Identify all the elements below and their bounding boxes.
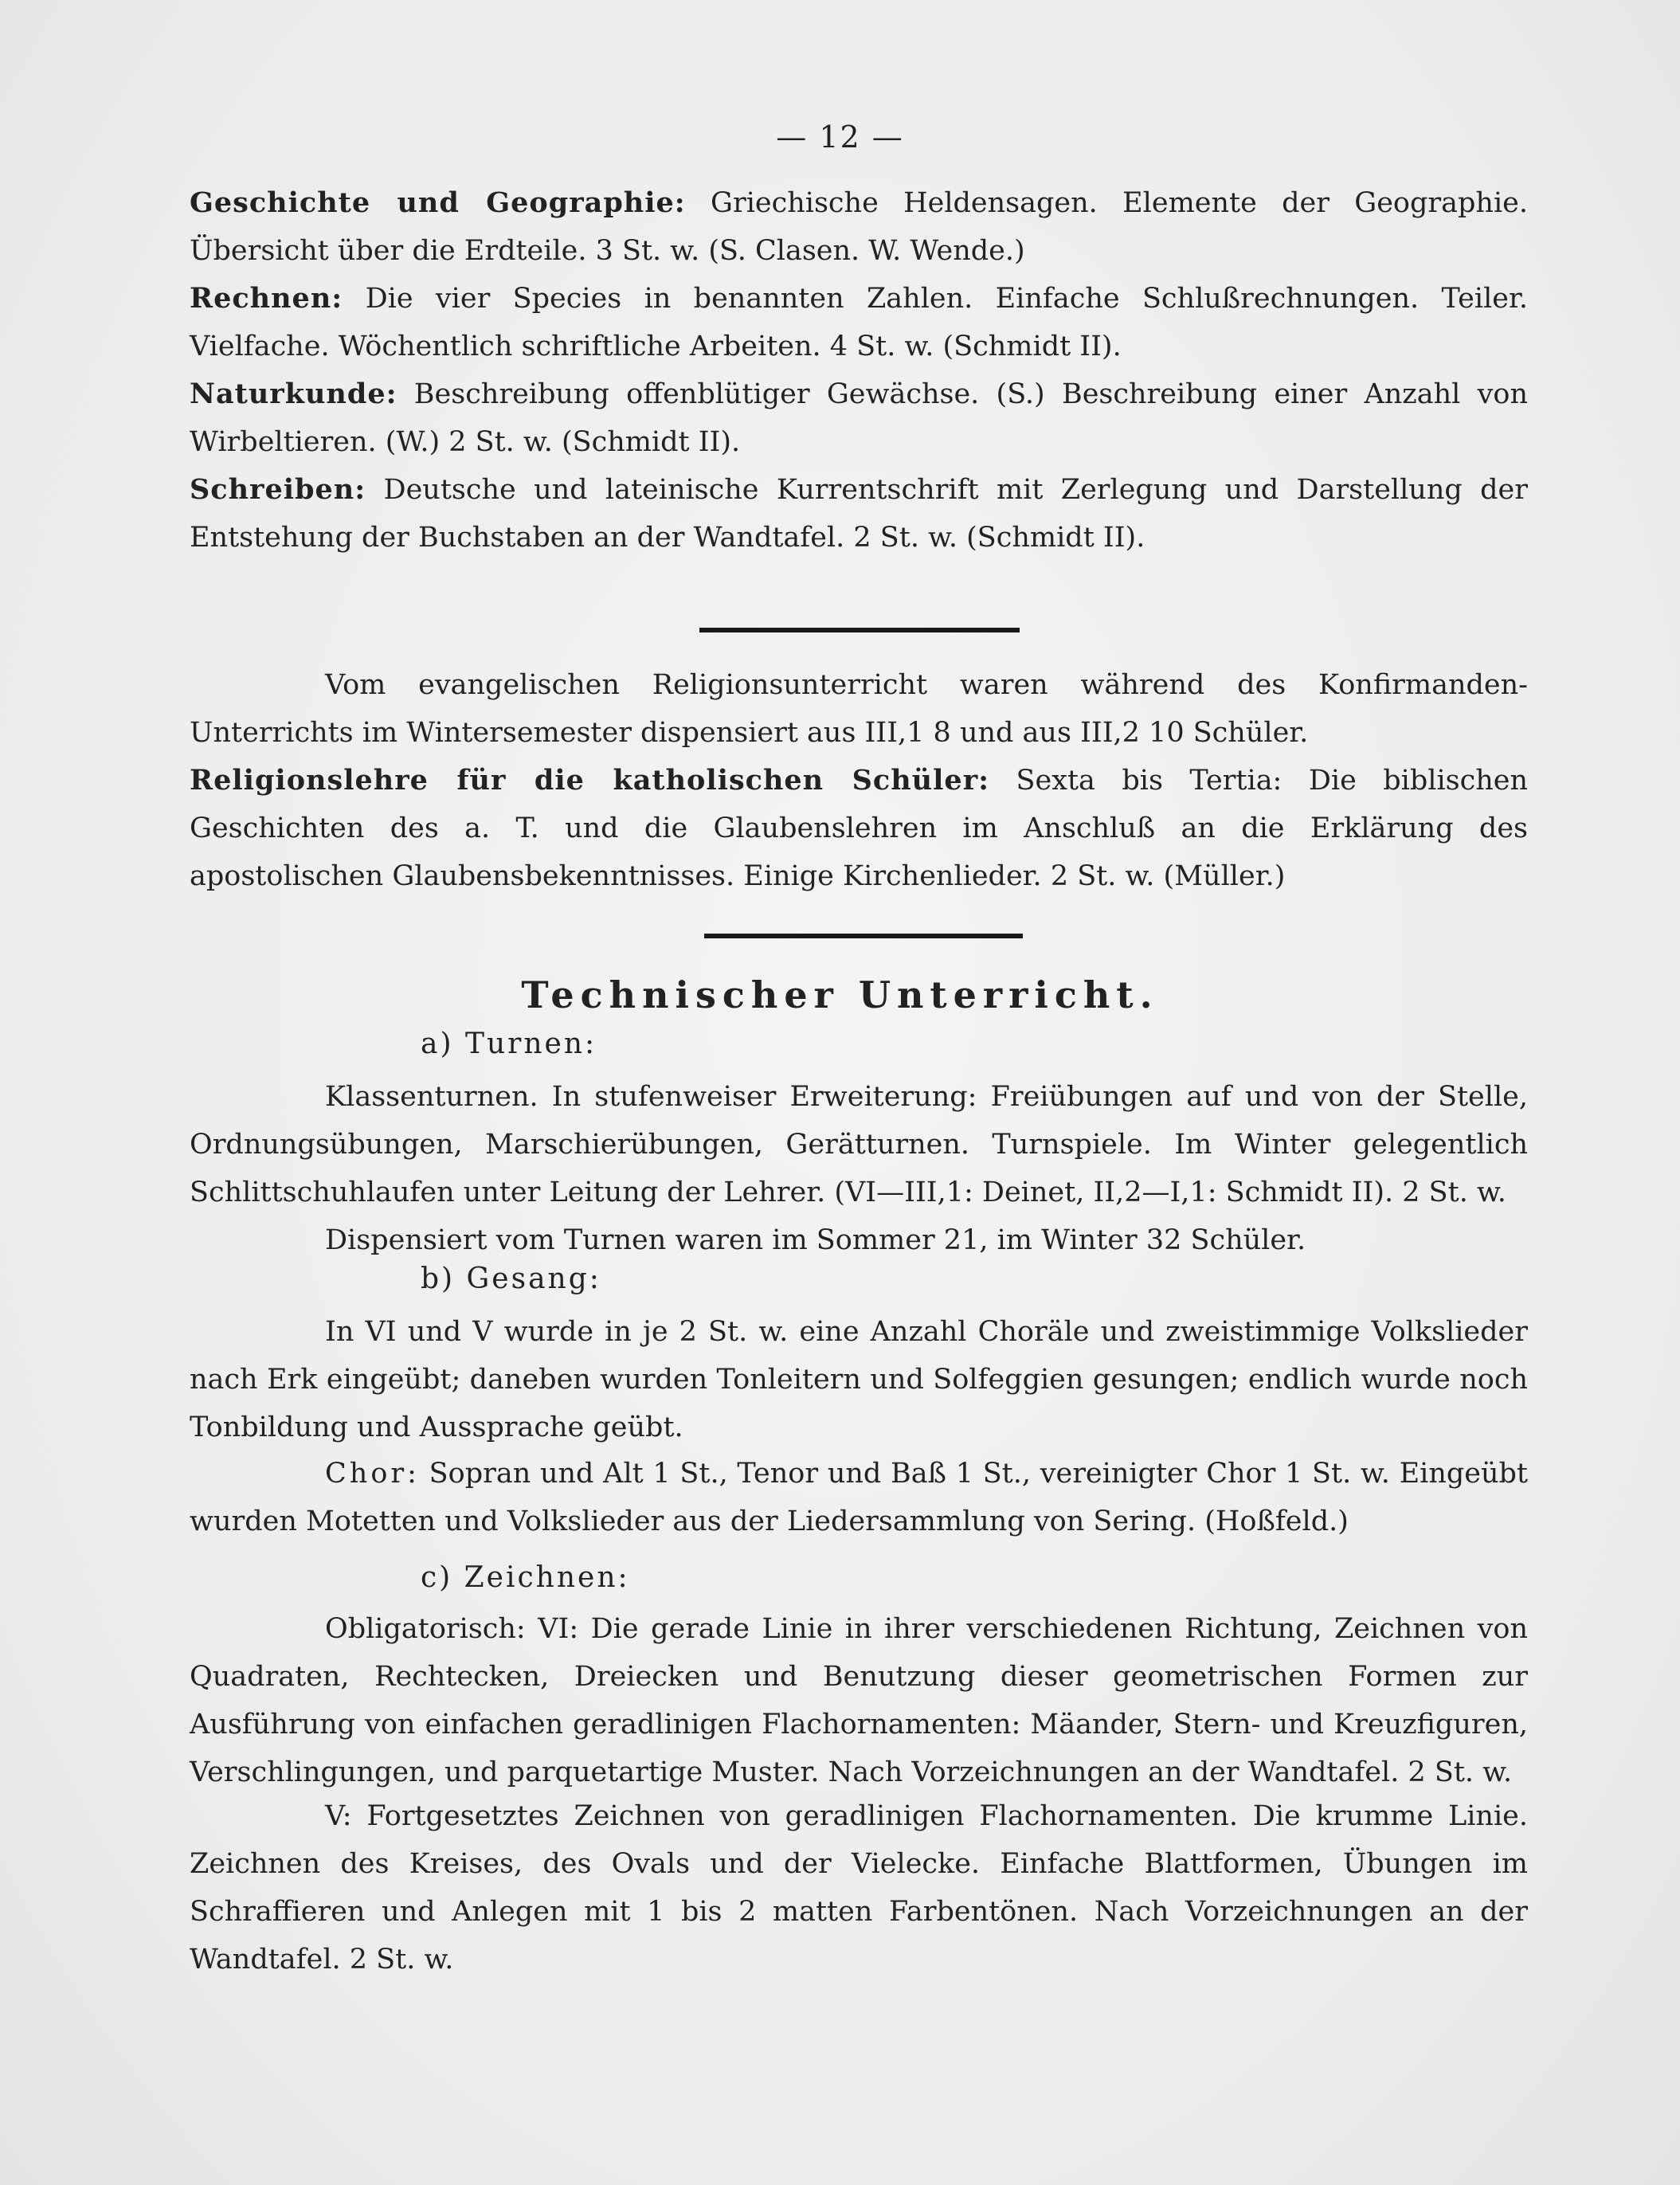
section-geschichte <box>190 179 1528 275</box>
text-turnen-dispens: Dispensiert vom Turnen waren im Sommer 21, im Winter 32 Schüler. <box>325 1224 1306 1256</box>
section-chor <box>190 1450 1528 1545</box>
heading-geschichte: Geschichte und Geographie: <box>190 186 686 219</box>
heading-schreiben: Schreiben: <box>190 473 366 506</box>
heading-katholisch: Religionslehre für die katholischen Schüler: <box>190 764 990 797</box>
section-zeichnen-v <box>190 1792 1528 1983</box>
section-gesang <box>190 1308 1528 1451</box>
text-chor: Sopran und Alt 1 St., Tenor und Baß 1 St., vereinigter Chor 1 St. w. Eingeübt wurden Motetten und Volkslieder aus der Liedersammlung von Sering. (Hoßfeld.) <box>190 1458 1528 1537</box>
heading-rechnen: Rechnen: <box>190 282 343 315</box>
section-dispens-religion <box>190 661 1528 757</box>
text-naturkunde: Beschreibung offenblütiger Gewächse. (S.) Beschreibung einer Anzahl von Wirbeltieren. (W.) 2 St. w. (Schmidt II). <box>190 378 1528 458</box>
text-dispens-religion: Vom evangelischen Religionsunterricht waren während des Konfirmanden-Unterrichts im Wintersemester dispensiert aus III,1 8 und aus III,2 10 Schüler. <box>190 669 1528 749</box>
text-katholisch: Sexta bis Tertia: Die biblischen Geschichten des a. T. und die Glaubenslehren im Anschluß an die Erklärung des apostolischen Glaubensbekenntnisses. Einige Kirchenlieder. 2 St. w. (Müller.) <box>190 765 1528 892</box>
text-gesang: In VI und V wurde in je 2 St. w. eine Anzahl Choräle und zweistimmige Volkslieder nach Erk eingeübt; daneben wurden Tonleitern und Solfeggien gesungen; endlich wurde noch Tonbildung und Aussprache geübt. <box>190 1316 1528 1443</box>
text-turnen: Klassenturnen. In stufenweiser Erweiterung: Freiübungen auf und von der Stelle, Ordnungsübungen, Marschierübungen, Gerätturnen. Turnspiele. Im Winter gelegentlich Schlittschuhlaufen unter Leitung der Lehrer. (VI—III,1: Deinet, II,2—I,1: Schmidt II). 2 St. w. <box>190 1081 1528 1208</box>
divider-rule-1 <box>699 628 1020 632</box>
text-zeichnen-v: V: Fortgesetztes Zeichnen von geradlinigen Flachornamenten. Die krumme Linie. Zeichnen des Kreises, des Ovals und der Vielecke. Einfache Blattformen, Übungen im Schraffieren und Anlegen mit 1 bis 2 matten Farbentönen. Nach Vorzeichnungen an der Wandtafel. 2 St. w. <box>190 1800 1528 1976</box>
text-rechnen: Die vier Species in benannten Zahlen. Einfache Schlußrechnungen. Teiler. Vielfache. Wöchentlich schriftliche Arbeiten. 4 St. w. (Schmidt II). <box>190 283 1528 362</box>
heading-naturkunde: Naturkunde: <box>190 378 397 410</box>
text-geschichte: Griechische Heldensagen. Elemente der Geographie. Übersicht über die Erdteile. 3 St. w. (S. Clasen. W. Wende.) <box>190 187 1528 267</box>
label-gesang: b) Gesang: <box>421 1263 601 1295</box>
section-zeichnen-obligatorisch <box>190 1605 1528 1796</box>
page-number: — 12 — <box>776 119 904 155</box>
heading-chor: Chor: <box>325 1458 420 1490</box>
section-naturkunde <box>190 370 1528 466</box>
section-turnen <box>190 1073 1528 1264</box>
section-schreiben <box>190 466 1528 562</box>
label-zeichnen: c) Zeichnen: <box>421 1561 630 1594</box>
section-katholisch <box>190 757 1528 900</box>
text-schreiben: Deutsche und lateinische Kurrentschrift mit Zerlegung und Darstellung der Entstehung der Buchstaben an der Wandtafel. 2 St. w. (Schmidt II). <box>190 474 1528 554</box>
text-zeichnen-obligatorisch: Obligatorisch: VI: Die gerade Linie in ihrer verschiedenen Richtung, Zeichnen von Quadraten, Rechtecken, Dreiecken und Benutzung dieser geometrischen Formen zur Ausführung von einfachen geradlinigen Flachornamenten: Mäander, Stern- und Kreuzfiguren, Verschlingungen, und parquetartige Muster. Nach Vorzeichnungen an der Wandtafel. 2 St. w. <box>190 1613 1528 1788</box>
divider-rule-2 <box>704 934 1023 938</box>
section-rechnen <box>190 275 1528 370</box>
label-turnen: a) Turnen: <box>421 1028 597 1060</box>
section-title-technisch: Technischer Unterricht. <box>521 973 1159 1016</box>
